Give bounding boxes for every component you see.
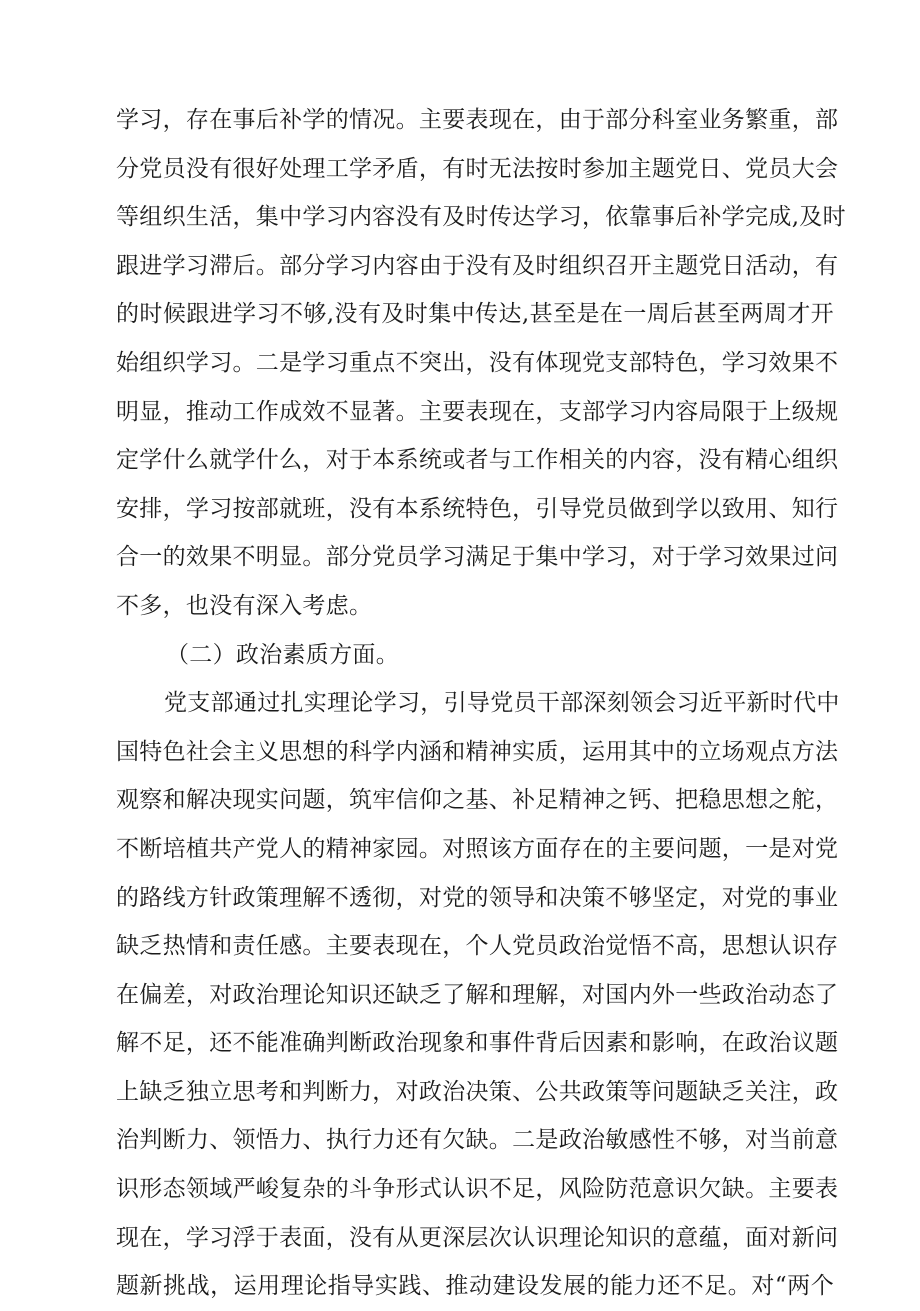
text-line: 的时候跟进学习不够,没有及时集中传达,甚至是在一周后甚至两周才开	[116, 301, 834, 328]
text-line: 解不足，还不能准确判断政治现象和事件背后因素和影响，在政治议题	[116, 1030, 839, 1057]
text-line: 现在，学习浮于表面，没有从更深层次认识理论知识的意蕴，面对新问	[116, 1224, 839, 1251]
text-line: 安排，学习按部就班，没有本系统特色，引导党员做到学以致用、知行	[116, 495, 839, 522]
text-line: 始组织学习。二是学习重点不突出，没有体现党支部特色，学习效果不	[116, 349, 839, 376]
text-line: 学习，存在事后补学的情况。主要表现在，由于部分科室业务繁重，部	[116, 107, 839, 133]
text-line: 定学什么就学什么，对于本系统或者与工作相关的内容，没有精心组织	[116, 447, 839, 474]
section-heading: （二）政治素质方面。	[166, 641, 399, 668]
text-line: 观察和解决现实问题，筑牢信仰之基、补足精神之钙、把稳思想之舵，	[116, 787, 839, 814]
text-line: 上缺乏独立思考和判断力，对政治决策、公共政策等问题缺乏关注，政	[116, 1078, 839, 1105]
text-line: 识形态领域严峻复杂的斗争形式认识不足，风险防范意识欠缺。主要表	[116, 1176, 839, 1203]
text-line: 分党员没有很好处理工学矛盾，有时无法按时参加主题党日、党员大会	[116, 155, 839, 182]
text-line: 跟进学习滞后。部分学习内容由于没有及时组织召开主题党日活动，有	[116, 252, 839, 279]
text-line: 合一的效果不明显。部分党员学习满足于集中学习，对于学习效果过问	[116, 544, 839, 571]
document-body	[116, 96, 846, 1311]
text-line: 题新挑战，运用理论指导实践、推动建设发展的能力还不足。对“两个	[116, 1273, 834, 1300]
text-line: 明显，推动工作成效不显著。主要表现在，支部学习内容局限于上级规	[116, 398, 839, 425]
text-line: 缺乏热情和责任感。主要表现在，个人党员政治觉悟不高，思想认识存	[116, 933, 839, 960]
text-line-paragraph-end: 不多，也没有深入考虑。	[116, 592, 373, 619]
text-line: 国特色社会主义思想的科学内涵和精神实质，运用其中的立场观点方法	[116, 738, 839, 765]
text-line: 不断培植共产党人的精神家园。对照该方面存在的主要问题，一是对党	[116, 835, 839, 862]
text-line: 的路线方针政策理解不透彻，对党的领导和决策不够坚定，对党的事业	[116, 884, 839, 911]
text-line: 等组织生活，集中学习内容没有及时传达学习，依靠事后补学完成,及时	[116, 204, 846, 231]
paragraph-first-line: 党支部通过扎实理论学习，引导党员干部深刻领会习近平新时代中	[164, 690, 840, 717]
text-line: 在偏差，对政治理论知识还缺乏了解和理解，对国内外一些政治动态了	[116, 981, 839, 1008]
text-line: 治判断力、领悟力、执行力还有欠缺。二是政治敏感性不够，对当前意	[116, 1127, 839, 1154]
